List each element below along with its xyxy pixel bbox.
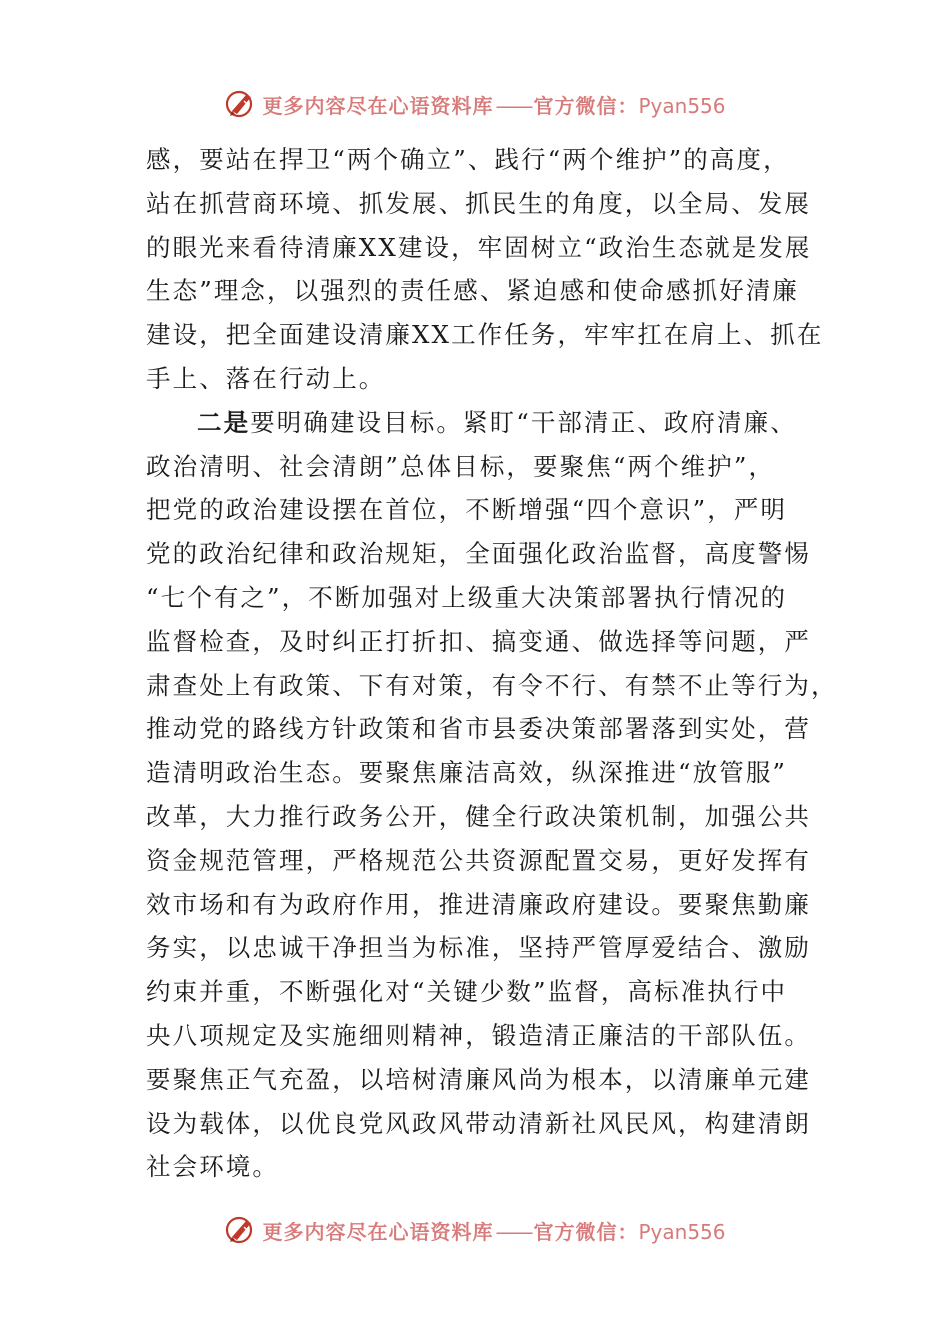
watermark-site-text: 更多内容尽在心语资料库 <box>262 1219 494 1244</box>
paragraph-2-line: 肃查处上有政策、下有对策，有令不行、有禁不止等行为， <box>146 670 838 700</box>
pen-logo-icon <box>224 1213 258 1247</box>
paragraph-2-line: 央八项规定及实施细则精神，锻造清正廉洁的干部队伍。 <box>146 1020 811 1050</box>
footer-watermark <box>0 1210 950 1250</box>
paragraph-2-line: 改革，大力推行政务公开，健全行政决策机制，加强公共 <box>146 801 811 831</box>
paragraph-2-lead: 二是 <box>197 407 251 437</box>
paragraph-2-line: 政治清明、社会清朗”总体目标，要聚焦“两个维护”， <box>146 451 776 481</box>
paragraph-2-line: 资金规范管理，严格规范公共资源配置交易，更好发挥有 <box>146 845 811 875</box>
paragraph-1-line: 的眼光来看待清廉XX建设，牢固树立“政治生态就是发展 <box>146 232 812 262</box>
header-watermark <box>0 84 950 124</box>
paragraph-2-line: 要聚焦正气充盈，以培树清廉风尚为根本，以清廉单元建 <box>146 1064 811 1094</box>
paragraph-1-line: 感，要站在捍卫“两个确立”、践行“两个维护”的高度， <box>146 145 790 174</box>
watermark-site-text: 更多内容尽在心语资料库 <box>262 93 494 118</box>
paragraph-1-line: 手上、落在行动上。 <box>146 363 386 393</box>
paragraph-2-line: 社会环境。 <box>146 1152 279 1182</box>
paragraph-1-line: 站在抓营商环境、抓发展、抓民生的角度，以全局、发展 <box>146 188 811 218</box>
paragraph-1-line: 建设，把全面建设清廉XX工作任务，牢牢扛在肩上、抓在 <box>146 320 824 350</box>
paragraph-2-line: 约束并重，不断强化对“关键少数”监督，高标准执行中 <box>146 977 788 1007</box>
paragraph-2-first-line <box>146 401 802 445</box>
paragraph-2-line: 党的政治纪律和政治规矩，全面强化政治监督，高度警惕 <box>146 539 811 569</box>
watermark-wechat-id: Pyan556 <box>638 93 726 118</box>
paragraph-2-line: 推动党的路线方针政策和省市县委决策部署落到实处，营 <box>146 714 811 744</box>
document-body <box>146 138 838 1189</box>
watermark-dash: —— <box>495 93 532 118</box>
paragraph-2-first-text: 要明确建设目标。紧盯“干部清正、政府清廉、 <box>250 407 797 437</box>
watermark-wechat-label: 官方微信： <box>533 93 639 118</box>
pen-logo-icon <box>224 87 258 121</box>
watermark-wechat-label: 官方微信： <box>533 1219 639 1244</box>
paragraph-1-line: 生态”理念，以强烈的责任感、紧迫感和使命感抓好清廉 <box>146 276 800 306</box>
watermark-wechat-id: Pyan556 <box>638 1219 726 1244</box>
watermark-text <box>262 90 725 119</box>
paragraph-2-line: 务实，以忠诚干净担当为标准，坚持严管厚爱结合、激励 <box>146 933 811 963</box>
paragraph-2-line: “七个有之”，不断加强对上级重大决策部署执行情况的 <box>146 582 788 612</box>
paragraph-2-line: 设为载体，以优良党风政风带动清新社风民风，构建清朗 <box>146 1108 811 1138</box>
paragraph-2-line: 效市场和有为政府作用，推进清廉政府建设。要聚焦勤廉 <box>146 889 811 919</box>
paragraph-2-line: 把党的政治建设摆在首位，不断增强“四个意识”，严明 <box>146 495 788 525</box>
paragraph-2-line: 造清明政治生态。要聚焦廉洁高效，纵深推进“放管服” <box>146 758 788 788</box>
watermark-text <box>262 1216 725 1245</box>
watermark-dash: —— <box>495 1219 532 1244</box>
paragraph-2-line: 监督检查，及时纠正打折扣、搞变通、做选择等问题，严 <box>146 626 811 656</box>
paragraph-1 <box>146 138 824 401</box>
paragraph-2 <box>146 445 838 1190</box>
